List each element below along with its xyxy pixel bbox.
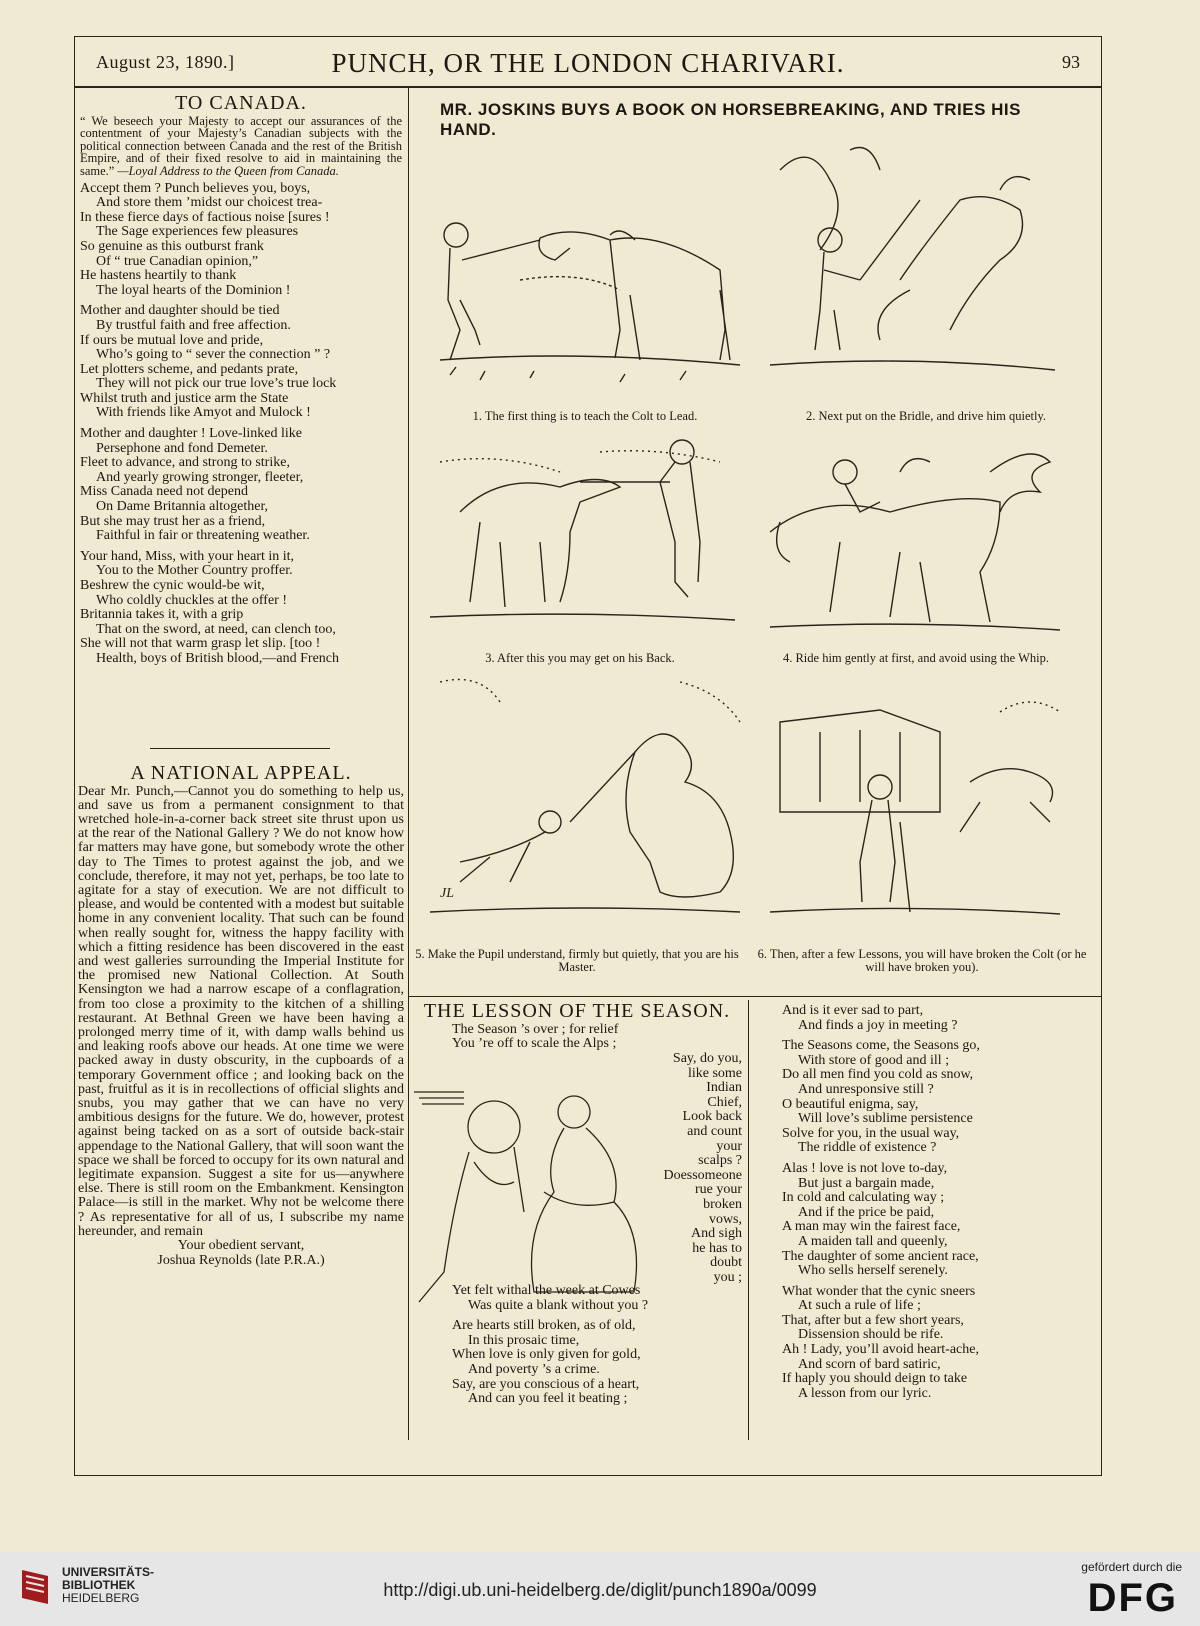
verse-line: You ’re off to scale the Alps ; — [452, 1036, 617, 1052]
verse-line: Mother and daughter should be tied — [80, 303, 280, 319]
verse-line: A man may win the fairest face, — [782, 1219, 961, 1235]
verse-line: That on the sword, at need, can clench too, — [96, 621, 336, 637]
svg-text:JL: JL — [440, 886, 454, 901]
stanza — [80, 427, 402, 544]
stanza — [782, 1285, 1122, 1402]
verse-line: A lesson from our lyric. — [798, 1385, 932, 1401]
verse-line: and count — [687, 1123, 742, 1139]
lesson-intro-lines — [412, 1023, 742, 1052]
verse-line: Who sells herself serenely. — [798, 1263, 948, 1279]
verse-line: Alas ! love is not love to-day, — [782, 1160, 948, 1176]
verse-line: Your hand, Miss, with your heart in it, — [80, 548, 295, 564]
cartoon-bottom-rule — [409, 996, 1102, 997]
verse-line: broken — [703, 1196, 742, 1212]
verse-line: The Sage experiences few pleasures — [96, 224, 299, 240]
masthead-date: August 23, 1890.] — [96, 52, 235, 72]
verse-line: Yet felt withal the week at Cowes — [452, 1283, 641, 1298]
verse-line: he has to — [692, 1240, 742, 1256]
verse-line: The Season ’s over ; for relief — [452, 1021, 619, 1037]
verse-line: And poverty ’s a crime. — [468, 1361, 600, 1377]
verse-line: On Dame Britannia altogether, — [96, 499, 269, 515]
lesson-illustration — [414, 1072, 654, 1312]
lesson-narrow-column — [650, 1052, 742, 1286]
digitization-footer — [0, 1552, 1200, 1626]
verse-line: With friends like Amyot and Mulock ! — [96, 405, 311, 421]
to-canada-title: TO CANADA. — [175, 92, 307, 114]
verse-line: And can you feel it beating ; — [468, 1391, 628, 1407]
lesson-title: THE LESSON OF THE SEASON. — [423, 1000, 731, 1022]
epigraph-attribution: —Loyal Address to the Queen from Canada. — [117, 163, 339, 178]
library-line-3: HEIDELBERG — [62, 1591, 140, 1605]
lesson-article-right — [758, 1004, 1122, 1407]
verse-line: Who coldly chuckles at the offer ! — [96, 592, 288, 608]
stanza — [782, 1004, 1122, 1033]
verse-line: Faithful in fair or threatening weather. — [96, 528, 310, 544]
verse-line: Will love’s sublime persistence — [798, 1111, 973, 1127]
to-canada-article — [80, 92, 402, 673]
cartoon-caption-5: 5. Make the Pupil understand, firmly but quietly, that you are his Master. — [415, 947, 739, 974]
cartoon-title: MR. JOSKINS BUYS A BOOK ON HORSEBREAKING, AND TRIES HIS HAND. — [440, 100, 1021, 139]
verse-line: And finds a joy in meeting ? — [798, 1017, 958, 1033]
verse-line: And unresponsive still ? — [798, 1081, 934, 1097]
cartoon-panel-2 — [760, 130, 1060, 400]
masthead-rule — [74, 86, 1102, 88]
verse-line: And is it ever sad to part, — [782, 1003, 924, 1018]
verse-line: scalps ? — [698, 1153, 742, 1169]
verse-line: Look back — [682, 1109, 742, 1125]
verse-line: Persephone and fond Demeter. — [96, 440, 268, 456]
verse-line: Do all men find you cold as snow, — [782, 1067, 974, 1083]
verse-line: With store of good and ill ; — [798, 1052, 950, 1068]
verse-line: Mother and daughter ! Love-linked like — [80, 426, 302, 442]
verse-line: At such a rule of life ; — [798, 1298, 921, 1314]
to-canada-epigraph — [80, 115, 402, 178]
verse-line: Solve for you, in the usual way, — [782, 1125, 960, 1141]
verse-line: doubt — [710, 1255, 742, 1271]
verse-line: Health, boys of British blood,—and French — [96, 650, 340, 666]
cartoon-caption-6: 6. Then, after a few Lessons, you will have broken the Colt (or he will have broken you). — [757, 947, 1087, 974]
national-appeal-body: Dear Mr. Punch,—Cannot you do something to help us, and save us from a permanent consignment to that wretched hole-in-a-corner back street site thrust upon us at the rear of the National Gallery ? We do not know how far matters may have gone, but somebody wrote the other day to The Times to protest against the job, and we conclude, therefore, it may not yet, perhaps, be too late to agitate for a stay of execution. We are not difficult to please, and would be contented with a modest but suitable home in any convenient locality. That such can be found when really sought for, witness the happy facility with which a fitting residence has been discovered in the east and west galleries surrounding the Imperial Institute for the promised new National Collection. At South Kensington we had a narrow escape of a conflagration, from too close a proximity to the kitchen of a shilling restaurant. At Bethnal Green we have been having a prolonged merry time of it, with damp walls behind us and leaking roofs above our heads. At one time we were packed away in dusty obscurity, in the cupboards of a temporary Government office ; and looking back on the past, fruitful as it is in recollections of official slights and snubs, you may gather that we can have no very ambitious designs for the future. We do, however, protest against being tacked on as a sort of outside back-stair appendage to the National Gallery, that will soon want the space we shall be forced to occupy for its own natural and legitimate expansion. Suggest a site for us—anywhere else. There is still room on the Embankment. Kensington Palace—is still in the market. Why not be welcome there ? As representative for all of us, I subscribe my name hereunder, and remain — [78, 783, 404, 1239]
verse-line: Say, are you conscious of a heart, — [452, 1376, 640, 1392]
verse-line: Miss Canada need not depend — [80, 484, 248, 500]
lesson-article-left — [412, 1000, 742, 1052]
verse-line: Indian — [706, 1080, 742, 1096]
stanza — [452, 1319, 782, 1407]
verse-line: But she may trust her as a friend, — [80, 513, 266, 529]
verse-line: Chief, — [707, 1094, 742, 1110]
source-url[interactable]: http://digi.ub.uni-heidelberg.de/diglit/punch1890a/0099 — [383, 1580, 817, 1600]
verse-line: rue your — [694, 1182, 742, 1198]
verse-line: Dissension should be rife. — [798, 1327, 944, 1343]
verse-line: But just a bargain made, — [798, 1175, 935, 1191]
verse-line: If haply you should deign to take — [782, 1371, 968, 1387]
stanza — [782, 1162, 1122, 1279]
verse-line: Let plotters scheme, and pedants prate, — [80, 361, 299, 377]
verse-line: The daughter of some ancient race, — [782, 1248, 979, 1264]
verse-line: In this prosaic time, — [468, 1332, 580, 1348]
verse-line: When love is only given for gold, — [452, 1347, 641, 1363]
verse-line: Whilst truth and justice arm the State — [80, 390, 289, 406]
dfg-logo: DFG — [1087, 1576, 1178, 1620]
verse-line: A maiden tall and queenly, — [798, 1233, 948, 1249]
stanza — [782, 1039, 1122, 1156]
verse-line: He hastens heartily to thank — [80, 268, 237, 284]
verse-line: vows, — [708, 1211, 742, 1227]
cartoon-panel-3 — [420, 432, 740, 642]
verse-line: Was quite a blank without you ? — [468, 1297, 649, 1313]
verse-line: Of “ true Canadian opinion,” — [96, 253, 259, 269]
cartoon-panel-6 — [760, 672, 1070, 942]
cartoon-caption-1: 1. The first thing is to teach the Colt to Lead. — [472, 409, 698, 423]
verse-line: you ; — [713, 1269, 742, 1285]
verse-line: By trustful faith and free affection. — [96, 317, 291, 333]
library-line-1: UNIVERSITÄTS- — [62, 1565, 155, 1579]
verse-line: You to the Mother Country proffer. — [96, 563, 293, 579]
to-canada-poem — [80, 182, 402, 667]
verse-line: Are hearts still broken, as of old, — [452, 1318, 636, 1334]
verse-line: like some — [687, 1065, 742, 1081]
library-line-2: BIBLIOTHEK — [62, 1578, 136, 1592]
stanza — [80, 304, 402, 421]
masthead-title: PUNCH, OR THE LONDON CHARIVARI. — [331, 48, 845, 78]
verse-line: O beautiful enigma, say, — [782, 1096, 919, 1112]
verse-line: The Seasons come, the Seasons go, — [782, 1038, 980, 1054]
verse-line: Ah ! Lady, you’ll avoid heart-ache, — [782, 1342, 979, 1358]
lesson-closing-stanzas — [412, 1284, 782, 1413]
national-appeal-title: A NATIONAL APPEAL. — [130, 762, 352, 784]
verse-line: your — [716, 1138, 742, 1154]
stanza — [80, 182, 402, 299]
verse-line: In cold and calculating way ; — [782, 1190, 945, 1206]
verse-line: Accept them ? Punch believes you, boys, — [80, 180, 311, 196]
verse-line: If ours be mutual love and pride, — [80, 332, 264, 348]
verse-line: And sigh — [691, 1226, 742, 1242]
cartoon-caption-2: 2. Next put on the Bridle, and drive him quietly. — [805, 409, 1047, 423]
verse-line: That, after but a few short years, — [782, 1312, 964, 1328]
cartoon-caption-4: 4. Ride him gently at first, and avoid using the Whip. — [782, 651, 1050, 665]
stanza — [452, 1284, 782, 1313]
appeal-closing: Your obedient servant, — [177, 1238, 305, 1254]
verse-line: So genuine as this outburst frank — [80, 238, 264, 254]
verse-line: And yearly growing stronger, fleeter, — [96, 469, 304, 485]
cartoon-caption-3: 3. After this you may get on his Back. — [485, 651, 675, 665]
verse-line: Beshrew the cynic would-be wit, — [80, 578, 265, 593]
national-appeal-article — [78, 762, 404, 1268]
verse-line: They will not pick our true love’s true lock — [96, 376, 337, 392]
cartoon-panel-5 — [420, 672, 750, 942]
verse-line: She will not that warm grasp let slip. [too ! — [80, 636, 321, 652]
verse-line: And if the price be paid, — [798, 1204, 935, 1220]
appeal-divider — [150, 748, 330, 749]
cartoon-panel-1 — [420, 130, 750, 400]
verse-line: Britannia takes it, with a grip — [80, 607, 244, 623]
verse-line: Say, do you, — [672, 1051, 742, 1066]
verse-line: In these fierce days of factious noise [sures ! — [80, 209, 330, 225]
verse-line: What wonder that the cynic sneers — [782, 1283, 976, 1299]
page-number: 93 — [1062, 52, 1080, 72]
verse-line: Fleet to advance, and strong to strike, — [80, 455, 290, 471]
verse-line: Doessomeone — [663, 1167, 742, 1183]
verse-line: And scorn of bard satiric, — [798, 1356, 941, 1372]
verse-line: And store them ’midst our choicest trea- — [96, 195, 323, 211]
funding-label: gefördert durch die — [1081, 1560, 1182, 1574]
epigraph-text: “ We beseech your Majesty to accept our assurances of the contentment of your Majesty’s Canadian subjects with the political connection between Canada and the rest of the British Empire, and of their fixed resolve to aid in maintaining the same.” — [80, 113, 402, 178]
column-divider — [408, 88, 409, 1440]
cartoon-panel-4 — [760, 432, 1070, 642]
stanza — [80, 550, 402, 667]
appeal-signature: Joshua Reynolds (late P.R.A.) — [157, 1252, 325, 1268]
masthead — [74, 42, 1102, 90]
verse-line: The loyal hearts of the Dominion ! — [96, 282, 291, 298]
verse-line: Who’s going to “ sever the connection ” ? — [96, 347, 331, 363]
verse-line: The riddle of existence ? — [798, 1140, 937, 1156]
